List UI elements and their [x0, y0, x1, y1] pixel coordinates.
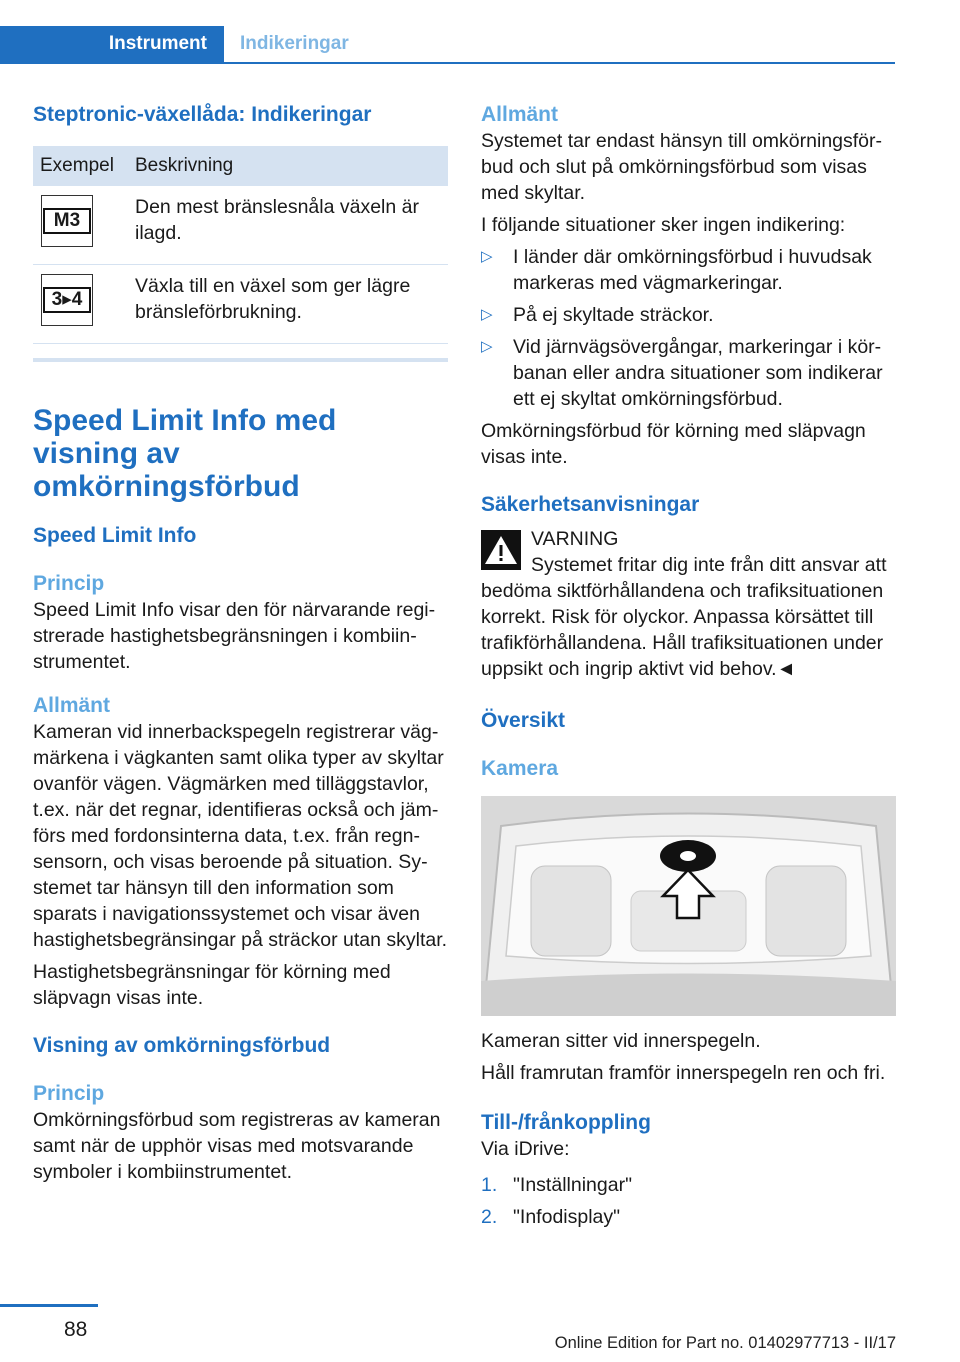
- table-row: [33, 265, 448, 344]
- list-item: ▷ Vid järnvägsövergångar, markeringar i körbanan eller andra situationer som indikerar ett ej skyltat omkörningsförbud.: [481, 334, 897, 412]
- indicator-table: [33, 146, 448, 344]
- heading-toggle: Till-/frånkoppling: [481, 1111, 651, 1134]
- edition-text: Online Edition for Part no. 01402977713 - II/17: [554, 1334, 896, 1352]
- section-title-steptronic: Steptronic-växellåda: Indikeringar: [33, 103, 372, 126]
- heading-allmant: Allmänt: [33, 694, 111, 717]
- tab-instrument[interactable]: Instrument: [0, 26, 224, 62]
- warning-block: [481, 526, 897, 682]
- heading-kamera: Kamera: [481, 757, 559, 780]
- heading-safety: Säkerhetsanvisningar: [481, 493, 700, 516]
- list-item: ▷ På ej skyltade sträckor.: [481, 302, 897, 328]
- heading-speed-limit-info: Speed Limit Info: [33, 524, 197, 547]
- camera-caption: Kameran sitter vid innerspegeln.: [481, 1030, 761, 1052]
- princip-text: Speed Limit Info visar den för närvarande registrerade hastighetsbegränsningen i kombiinstrumentet.: [33, 599, 436, 673]
- warning-label: VARNING: [531, 528, 619, 550]
- allmant-right-text: Systemet tar endast hänsyn till omkörningsförbud och slut på omkörningsförbud som visas med skyltar.: [481, 130, 883, 204]
- list-item: 1. "Inställningar": [481, 1174, 632, 1196]
- main-title: Speed Limit Info med visning av omkörningsförbud: [33, 404, 337, 503]
- allmant-text: Kameran vid innerbackspegeln registrerar vägmärkena i vägkanten samt olika typer av skyltar ovanför vägen. Vägmärken med tilläggstavlor, t.ex. när det regnar, identifieras också och jämförs med fordonsinterna data, t.ex. från regnsensorn, och visas beroende på situation. Systemet tar hänsyn till den information som sparats i navigationssystemet och visar även hastighetsbegränsingar på sträckor utan skyltar.: [33, 721, 448, 951]
- warning-triangle-icon: [481, 530, 521, 570]
- shift-up-icon: 3▸4: [41, 274, 93, 326]
- list-item: ▷ I länder där omkörningsförbud i huvudsak markeras med vägmarkeringar.: [481, 244, 897, 296]
- camera-location-image: [481, 796, 896, 1016]
- steps-list: [481, 1172, 897, 1230]
- heading-princip-2: Princip: [33, 1082, 105, 1105]
- heading-allmant-right: Allmänt: [481, 103, 559, 126]
- table-bottom-rule: [33, 358, 448, 362]
- list-item: 2. "Infodisplay": [481, 1206, 621, 1228]
- col-header-example: Exempel: [40, 155, 114, 176]
- trailer-right-text: Omkörningsförbud för körning med släpvagn visas inte.: [481, 420, 866, 468]
- gear-m3-icon: M3: [41, 195, 93, 247]
- page-number: 88: [64, 1318, 88, 1341]
- camera-caption-2: Håll framrutan framför innerspegeln ren och fri.: [481, 1062, 886, 1084]
- left-column: [33, 102, 448, 1185]
- row-description: Växla till en växel som ger lägre bränsleförbrukning.: [128, 265, 448, 344]
- no-indication-list: [481, 244, 897, 412]
- right-column: [481, 102, 897, 1236]
- tab-indikeringar[interactable]: Indikeringar: [240, 33, 349, 54]
- row-description: Den mest bränslesnåla växeln är ilagd.: [128, 186, 448, 265]
- warning-text: Systemet fritar dig inte från ditt ansvar att bedöma siktförhållandena och trafiksituationen korrekt. Risk för olyckor. Anpassa körsättet till trafikförhållandena. Håll trafiksituationen under uppsikt och ingrip aktivt vid behov.◄: [481, 554, 887, 680]
- header-tabbar: [0, 26, 895, 64]
- table-row: [33, 186, 448, 265]
- col-header-description: Beskrivning: [135, 155, 234, 176]
- via-idrive: Via iDrive:: [481, 1138, 570, 1160]
- trailer-text: Hastighetsbegränsningar för körning med släpvagn visas inte.: [33, 961, 391, 1009]
- table-header: [33, 146, 448, 186]
- footer-rule: [0, 1304, 98, 1307]
- no-indication-intro: I följande situationer sker ingen indikering:: [481, 214, 846, 236]
- heading-oversikt: Översikt: [481, 709, 566, 732]
- heading-visning: Visning av omkörningsförbud: [33, 1034, 331, 1057]
- princip2-text: Omkörningsförbud som registreras av kameran samt när de upphör visas med motsvarande symboler i kombiinstrumentet.: [33, 1109, 441, 1183]
- heading-princip: Princip: [33, 572, 105, 595]
